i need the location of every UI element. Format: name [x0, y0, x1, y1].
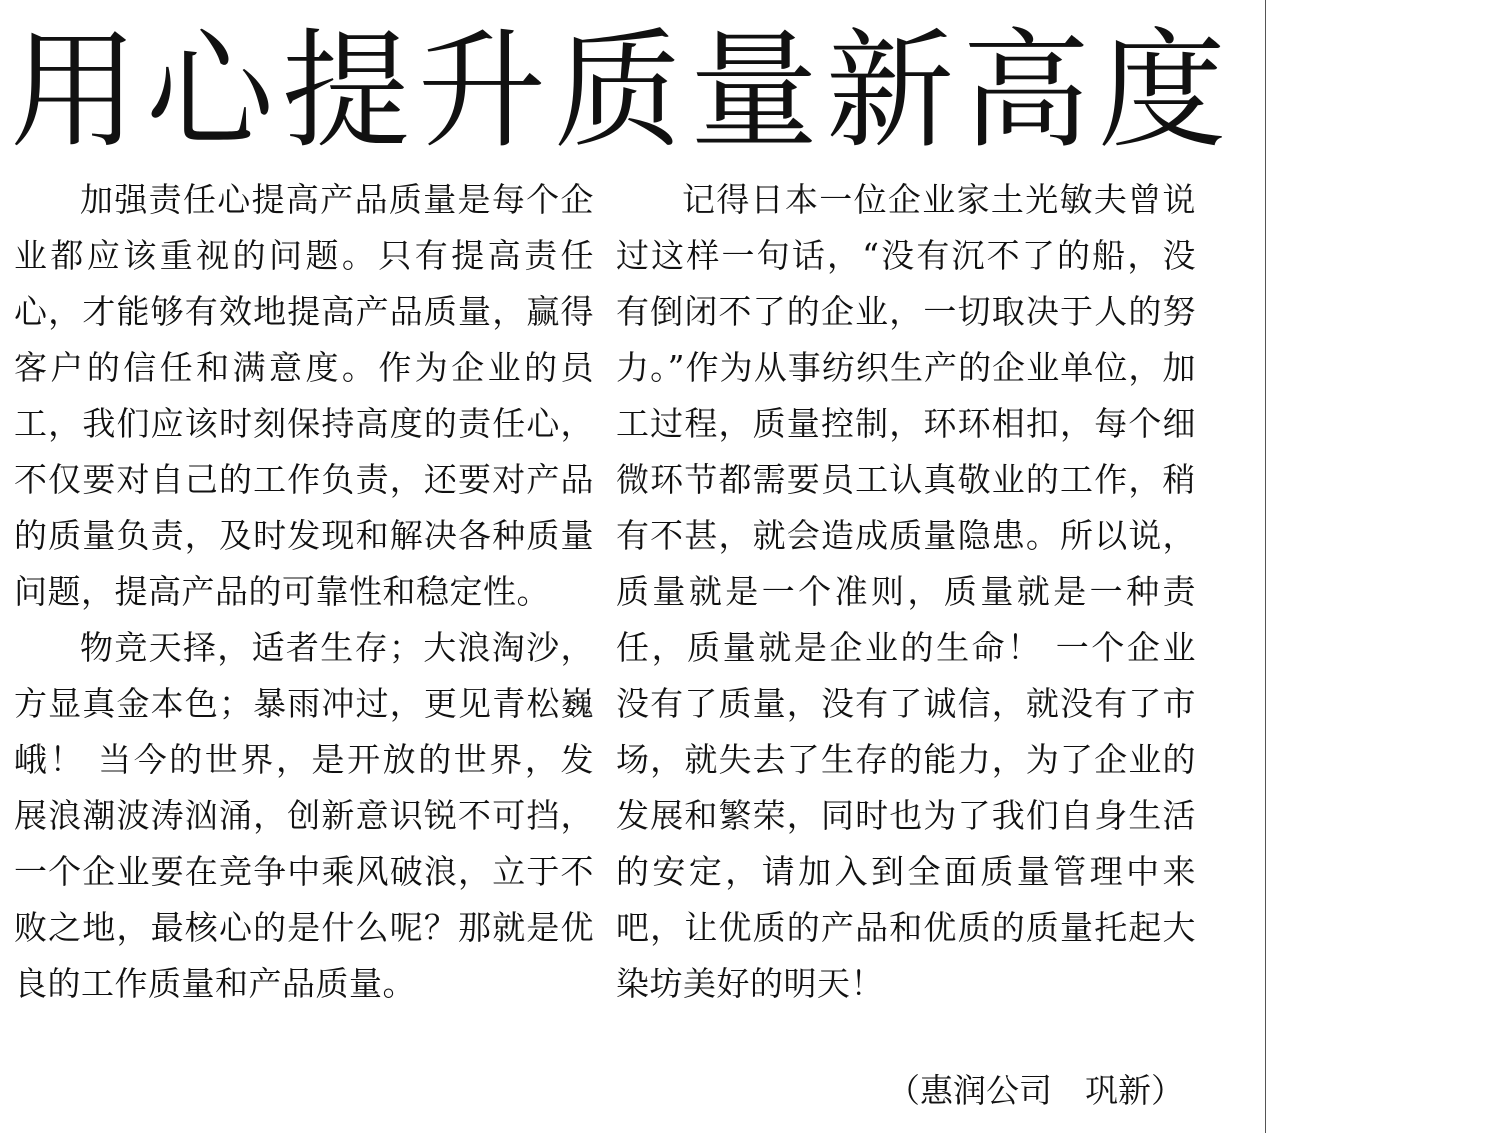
- right-paragraph-1: 记得日本一位企业家土光敏夫曾说过这样一句话，“没有沉不了的船，没有倒闭不了的企业，一切取决于人的努力。”作为从事纺织生产的企业单位，加工过程，质量控制，环环相扣，每个细微环节都需要员工认真敬业的工作，稍有不甚，就会造成质量隐患。所以说，质量就是一个准则，质量就是一种责任，质量就是企业的生命！ 一个企业没有了质量，没有了诚信，就没有了市场，就失去了生存的能力，为了企业的发展和繁荣，同时也为了我们自身生活的安定，请加入到全面质量管理中来吧，让优质的产品和优质的质量托起大染坊美好的明天！: [616, 180, 1196, 1003]
- left-paragraph-1: 加强责任心提高产品质量是每个企业都应该重视的问题。只有提高责任心，才能够有效地提高产品质量，赢得客户的信任和满意度。作为企业的员工，我们应该时刻保持高度的责任心，不仅要对自己的工作负责，还要对产品的质量负责，及时发现和解决各种质量问题，提高产品的可靠性和稳定性。: [14, 180, 594, 611]
- right-column: [616, 172, 1196, 1012]
- author-byline: （惠润公司 巩新）: [887, 1071, 1184, 1110]
- article-headline: 用心提升质量新高度: [10, 22, 1235, 162]
- column-divider-rule: [1265, 0, 1266, 1133]
- left-paragraph-2: 物竞天择，适者生存；大浪淘沙，方显真金本色；暴雨冲过，更见青松巍峨！ 当今的世界，是开放的世界，发展浪潮波涛汹涌，创新意识锐不可挡，一个企业要在竞争中乘风破浪，立于不败之地，最核心的是什么呢？那就是优良的工作质量和产品质量。: [14, 628, 594, 1003]
- left-column: [14, 172, 594, 1012]
